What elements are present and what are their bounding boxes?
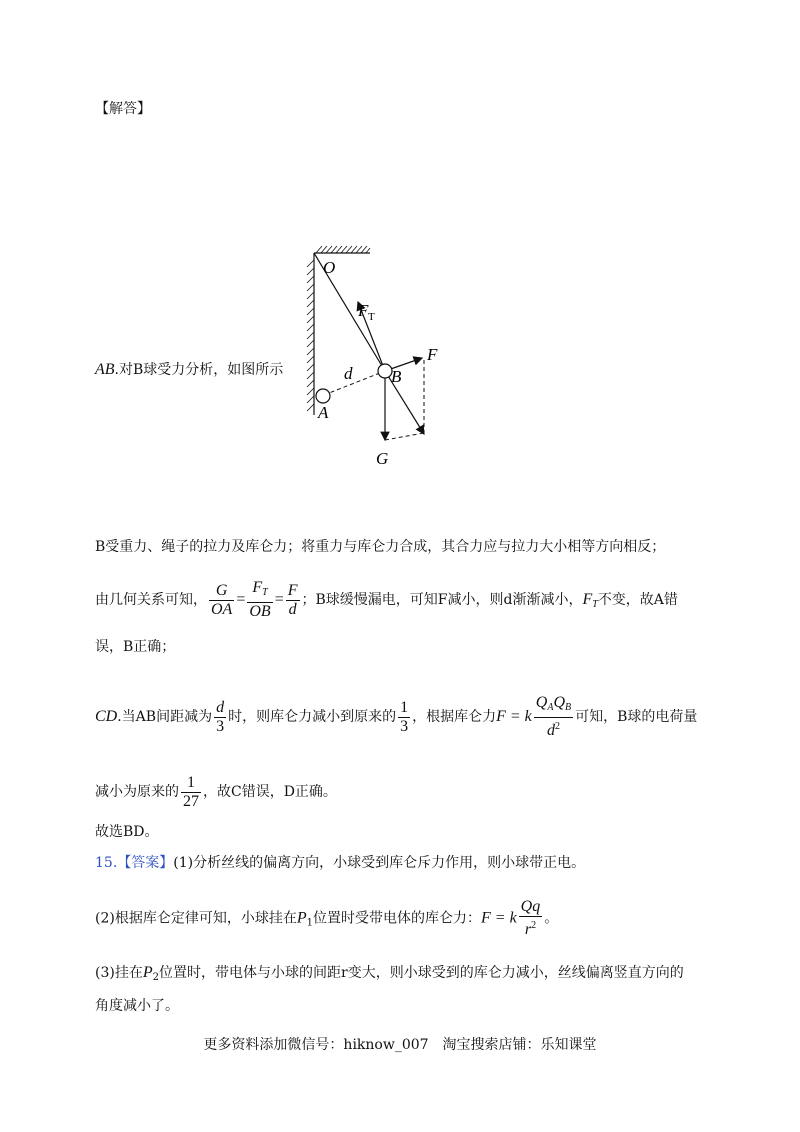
fraction-1-27: $\frac{1}{27}$ — [183, 773, 199, 810]
label-ft: F — [358, 301, 369, 320]
cd-prefix: CD — [95, 708, 118, 725]
ceiling-hatch — [316, 246, 370, 253]
ab-analysis-line — [95, 360, 283, 380]
label-g: G — [376, 449, 389, 468]
fraction-d-3: $\frac{d}{3}$ — [216, 698, 225, 735]
q15-line3-cont: 角度减小了。 — [95, 998, 179, 1014]
label-f: F — [427, 345, 438, 364]
distance-dashed-line — [324, 371, 385, 395]
cd-line: CD.当AB间距减为 $\frac{d}{3}$ 时，则库仑力减小到原来的 $\frac{1}{3}$ ，根据库仑力F = k $\frac{Q_AQ_B}{d^2}$ 可知，B球的电荷量 — [95, 694, 698, 739]
fraction-g-oa: $\frac{G}{OA}$ — [211, 581, 233, 618]
solution-heading: 【解答】 — [95, 101, 151, 117]
dashed-side-bottom — [385, 433, 424, 440]
b-forces-line: B受重力、绳子的拉力及库仑力；将重力与库仑力合成，其合力应与拉力大小相等方向相反； — [95, 539, 666, 555]
geo-post2: 不变，故A错 — [597, 592, 678, 608]
geometry-line: 由几何关系可知， $\frac{G}{OA}$ = $\frac{F_T}{OB}$ = $\frac{F}{d}$ ；B球缓慢漏电，可知F减小，则d渐渐减小，$F_T$不变，故A错 — [95, 579, 678, 620]
geo-pre: 由几何关系可知， — [95, 592, 207, 608]
wall-hatch — [307, 260, 314, 411]
coulomb-formula-lhs: F = k — [496, 708, 532, 725]
ball-b — [378, 364, 392, 378]
label-o: O — [323, 258, 336, 277]
fraction-ft-ob: $\frac{F_T}{OB}$ — [249, 579, 271, 620]
geometry-line-cont: 误，B正确； — [95, 639, 176, 655]
geo-post1: ；B球缓慢漏电，可知F减小，则d渐渐减小， — [301, 592, 583, 608]
ball-a — [316, 389, 330, 403]
q15-line2: (2)根据库仑定律可知，小球挂在$P_1$位置时受带电体的库仑力：F = k $\frac{Qq}{r^2}$ 。 — [95, 898, 559, 938]
fraction-qq-r2: $\frac{Qq}{r^2}$ — [520, 898, 541, 938]
question-number: 15. — [95, 855, 118, 871]
answer-tag: 【答案】 — [117, 855, 174, 871]
cd-line-cont: 减小为原来的 $\frac{1}{27}$ ，故C错误，D正确。 — [95, 773, 337, 810]
label-ft-sub: T — [368, 311, 375, 323]
fraction-f-d: $\frac{F}{d}$ — [287, 581, 298, 618]
fraction-1-3: $\frac{1}{3}$ — [400, 698, 409, 735]
label-b: B — [391, 367, 402, 386]
fraction-qaqb-d2: $\frac{Q_AQ_B}{d^2}$ — [535, 694, 572, 739]
label-d: d — [344, 364, 353, 383]
q15-line1 — [95, 853, 585, 873]
ab-text: .对B球受力分析，如图所示 — [114, 362, 284, 378]
label-a: A — [318, 403, 329, 422]
ab-prefix: AB — [95, 361, 115, 378]
q15-line3: (3)挂在$P_2$位置时，带电体与小球的间距r变大，则小球受到的库仑力减小，丝线偏离竖直方向的 — [95, 964, 684, 983]
coulomb-formula-2: F = k — [481, 909, 517, 927]
choose-line: 故选BD。 — [95, 824, 159, 840]
force-diagram — [290, 240, 460, 470]
footer-ad: 更多资料添加微信号：hiknow_007 淘宝搜索店铺：乐知课堂 — [203, 1037, 597, 1053]
q15-part1: (1)分析丝线的偏离方向，小球受到库仑斥力作用，则小球带正电。 — [173, 855, 586, 871]
